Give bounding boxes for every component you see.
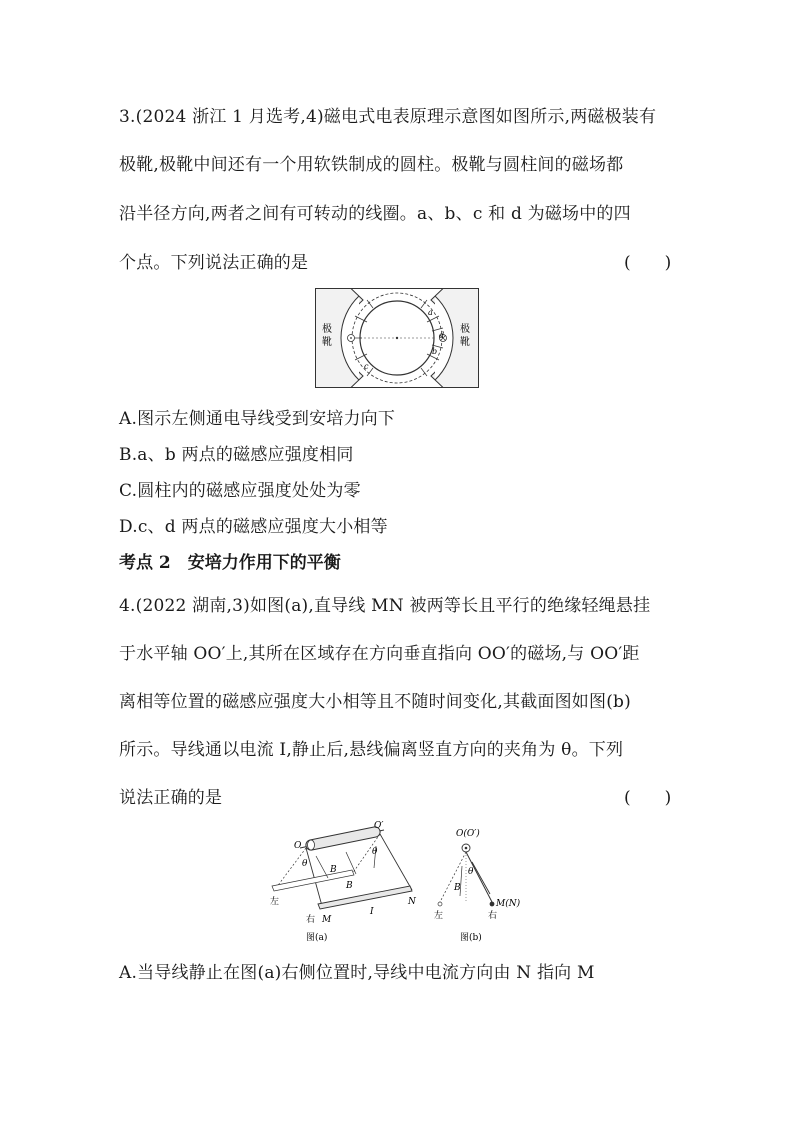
wire-mn [318, 886, 412, 909]
q3-stem-line-2: 极靴,极靴中间还有一个用软铁制成的圆柱。极靴与圆柱间的磁场都 [119, 155, 624, 175]
label-n: N [408, 897, 416, 907]
label-theta-2: θ [372, 847, 378, 857]
left-pole-label-2: 靴 [322, 337, 332, 348]
q4-figure-b [430, 822, 530, 946]
point-b-label: b [432, 347, 438, 356]
left-pole-label-1: 极 [322, 324, 332, 335]
q3-option-c: C.圆柱内的磁感应强度处处为零 [119, 481, 361, 501]
label-mn: M(N) [496, 899, 521, 909]
q4-option-a: A.当导线静止在图(a)右侧位置时,导线中电流方向由 N 指向 M [119, 963, 595, 983]
label-left: 左 [270, 897, 280, 907]
q3-option-d: D.c、d 两点的磁感应强度大小相等 [119, 517, 388, 537]
q4-answer-paren: ( ) [624, 788, 672, 808]
right-pole-label-1: 极 [460, 324, 470, 335]
label-theta-1: θ [302, 859, 308, 869]
q3-option-a: A.图示左侧通电导线受到安培力向下 [119, 409, 396, 429]
label-b: B [454, 883, 461, 893]
label-o: O [294, 841, 302, 851]
q4-stem-line-1: 4.(2022 湖南,3)如图(a),直导线 MN 被两等长且平行的绝缘轻绳悬挂 [119, 596, 651, 616]
label-axis: O(O′) [456, 829, 480, 839]
point-a-label: a [428, 308, 433, 317]
caption-a: 图(a) [306, 933, 328, 943]
q3-stem-line-3: 沿半径方向,两者之间有可转动的线圈。a、b、c 和 d 为磁场中的四 [119, 204, 631, 224]
q4-stem-line-4: 所示。导线通以电流 I,静止后,悬线偏离竖直方向的夹角为 θ。下列 [119, 740, 624, 760]
right-pole-label-2: 靴 [460, 337, 470, 348]
point-c-label: c [364, 362, 369, 371]
label-o-prime: O′ [374, 821, 384, 831]
q3-option-b: B.a、b 两点的磁感应强度相同 [119, 445, 354, 465]
label-left: 左 [434, 911, 444, 921]
q3-answer-paren: ( ) [624, 253, 672, 273]
label-m: M [322, 915, 332, 925]
q3-meter-figure [315, 288, 479, 388]
caption-b: 图(b) [460, 933, 482, 943]
label-i: I [370, 907, 374, 917]
q3-stem-line-4: 个点。下列说法正确的是 [119, 253, 309, 273]
q4-stem-line-2: 于水平轴 OO′上,其所在区域存在方向垂直指向 OO′的磁场,与 OO′距 [119, 644, 640, 664]
label-right: 右 [488, 911, 498, 921]
q4-figure-a [262, 818, 422, 946]
q3-stem-line-1: 3.(2024 浙江 1 月选考,4)磁电式电表原理示意图如图所示,两磁极装有 [119, 107, 657, 127]
axis-rod [306, 827, 380, 850]
point-d-label: d [439, 331, 445, 340]
section-heading: 考点 2 安培力作用下的平衡 [119, 553, 341, 573]
label-b-2: B [346, 881, 353, 891]
label-theta: θ [468, 867, 474, 877]
q4-stem-line-3: 离相等位置的磁感应强度大小相等且不随时间变化,其截面图如图(b) [119, 692, 631, 712]
label-right: 右 [306, 915, 316, 925]
label-b-1: B [330, 865, 337, 875]
q4-stem-line-5: 说法正确的是 [119, 788, 223, 808]
